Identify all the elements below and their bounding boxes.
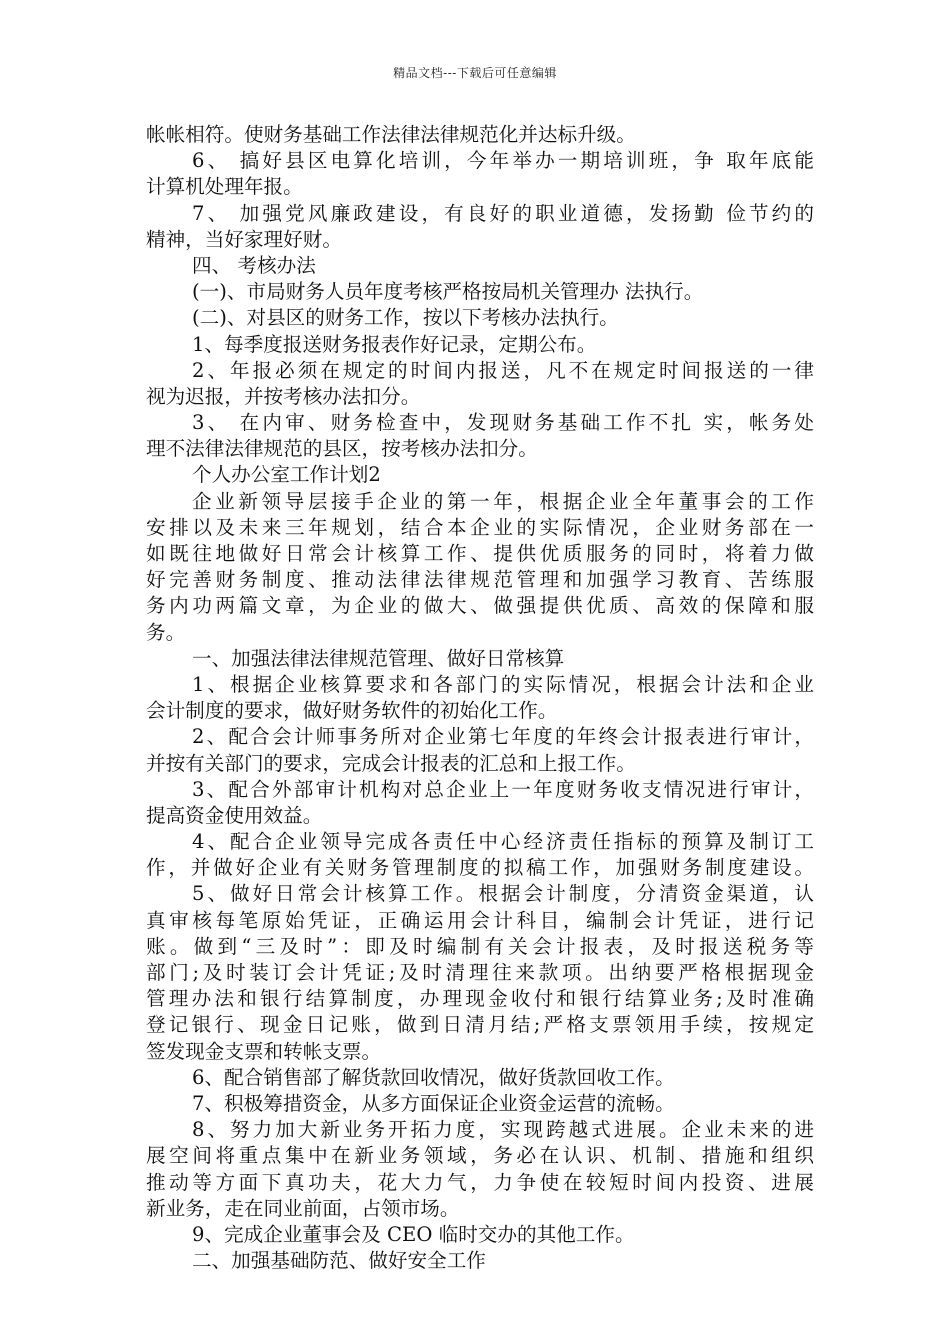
text-line: 6、配合销售部了解货款回收情况，做好货款回收工作。 [192,1065,675,1089]
text-line: 四、 考核办法 [192,253,316,277]
text-line: (二)、对县区的财务工作，按以下考核办法执行。 [192,306,619,330]
text-line: (一)、市局财务人员年度考核严格按局机关管理办 法执行。 [192,280,704,304]
text-line: 5、做好日常会计核算工作。根据会计制度，分清资金渠道，认 [192,882,814,906]
text-line: 计算机处理年报。 [146,175,303,199]
text-line: 务。 [146,620,186,644]
text-line: 3、配合外部审计机构对总企业上一年度财务收支情况进行审计， [192,777,814,801]
text-line: 推动等方面下真功夫，花大力气，力争使在较短时间内投资、进展 [146,1170,814,1194]
text-line: 2、配合会计师事务所对企业第七年度的年终会计报表进行审计， [192,725,814,749]
text-line: 一、加强法律法律规范管理、做好日常核算 [192,646,565,670]
text-line: 8、努力加大新业务开拓力度，实现跨越式进展。企业未来的进 [192,1118,814,1142]
text-line: 账。做到“三及时”：即及时编制有关会计报表，及时报送税务等 [146,934,814,958]
text-line: 2、年报必须在规定的时间内报送，凡不在规定时间报送的一律 [192,358,814,382]
text-line: 帐帐相符。使财务基础工作法律法律规范化并达标升级。 [146,123,636,146]
text-line: 并按有关部门的要求，完成会计报表的汇总和上报工作。 [146,751,636,775]
text-line: 作，并做好企业有关财务管理制度的拟稿工作，加强财务制度建设。 [146,856,814,880]
text-line: 部门;及时装订会计凭证;及时清理往来款项。出纳要严格根据现金 [146,961,814,984]
text-line: 新业务，走在同业前面，占领市场。 [146,1196,460,1220]
document-body [146,122,814,1274]
text-line: 1、每季度报送财务报表作好记录，定期公布。 [192,332,597,356]
text-line: 1、根据企业核算要求和各部门的实际情况，根据会计法和企业 [192,672,814,696]
text-line: 提高资金使用效益。 [146,803,323,827]
text-line: 安排以及未来三年规划，结合本企业的实际情况，企业财务部在一 [146,515,814,539]
text-line: 理不法律法律规范的县区，按考核办法扣分。 [146,437,538,461]
text-line: 4、配合企业领导完成各责任中心经济责任指标的预算及制订工 [192,830,814,854]
text-line: 管理办法和银行结算制度，办理现金收付和银行结算业务;及时准确 [146,987,814,1011]
text-line: 登记银行、现金日记账，做到日清月结;严格支票领用手续，按规定 [146,1013,814,1037]
text-line: 3、 在内审、财务检查中，发现财务基础工作不扎 实，帐务处 [192,411,814,435]
text-line: 签发现金支票和转帐支票。 [146,1039,382,1063]
text-line: 企业新领导层接手企业的第一年，根据企业全年董事会的工作 [192,489,814,513]
text-line: 7、积极筹措资金，从多方面保证企业资金运营的流畅。 [192,1091,675,1115]
text-line: 如既往地做好日常会计核算工作、提供优质服务的同时，将着力做 [146,542,814,565]
text-line: 7、 加强党风廉政建设，有良好的职业道德，发扬勤 俭节约的 [192,201,814,225]
text-line: 会计制度的要求，做好财务软件的初始化工作。 [146,699,558,723]
text-line: 6、 搞好县区电算化培训，今年举办一期培训班，争 取年底能 [192,149,814,173]
text-line: 二、加强基础防范、做好安全工作 [192,1249,486,1273]
text-line: 展空间将重点集中在新业务领域，务必在认识、机制、措施和组织 [146,1144,814,1168]
text-line: 个人办公室工作计划2 [192,463,381,487]
page-header: 精品文档---下载后可任意编辑 [393,66,557,80]
text-line: 视为迟报，并按考核办法扣分。 [146,384,421,408]
text-line: 好完善财务制度、推动法律法律规范管理和加强学习教育、苦练服 [146,568,814,592]
text-line: 真审核每笔原始凭证，正确运用会计科目，编制会计凭证，进行记 [146,908,814,932]
text-line: 9、完成企业董事会及 CEO 临时交办的其他工作。 [192,1222,635,1246]
text-line: 务内功两篇文章，为企业的做大、做强提供优质、高效的保障和服 [146,594,814,618]
text-line: 精神，当好家理好财。 [146,227,342,251]
